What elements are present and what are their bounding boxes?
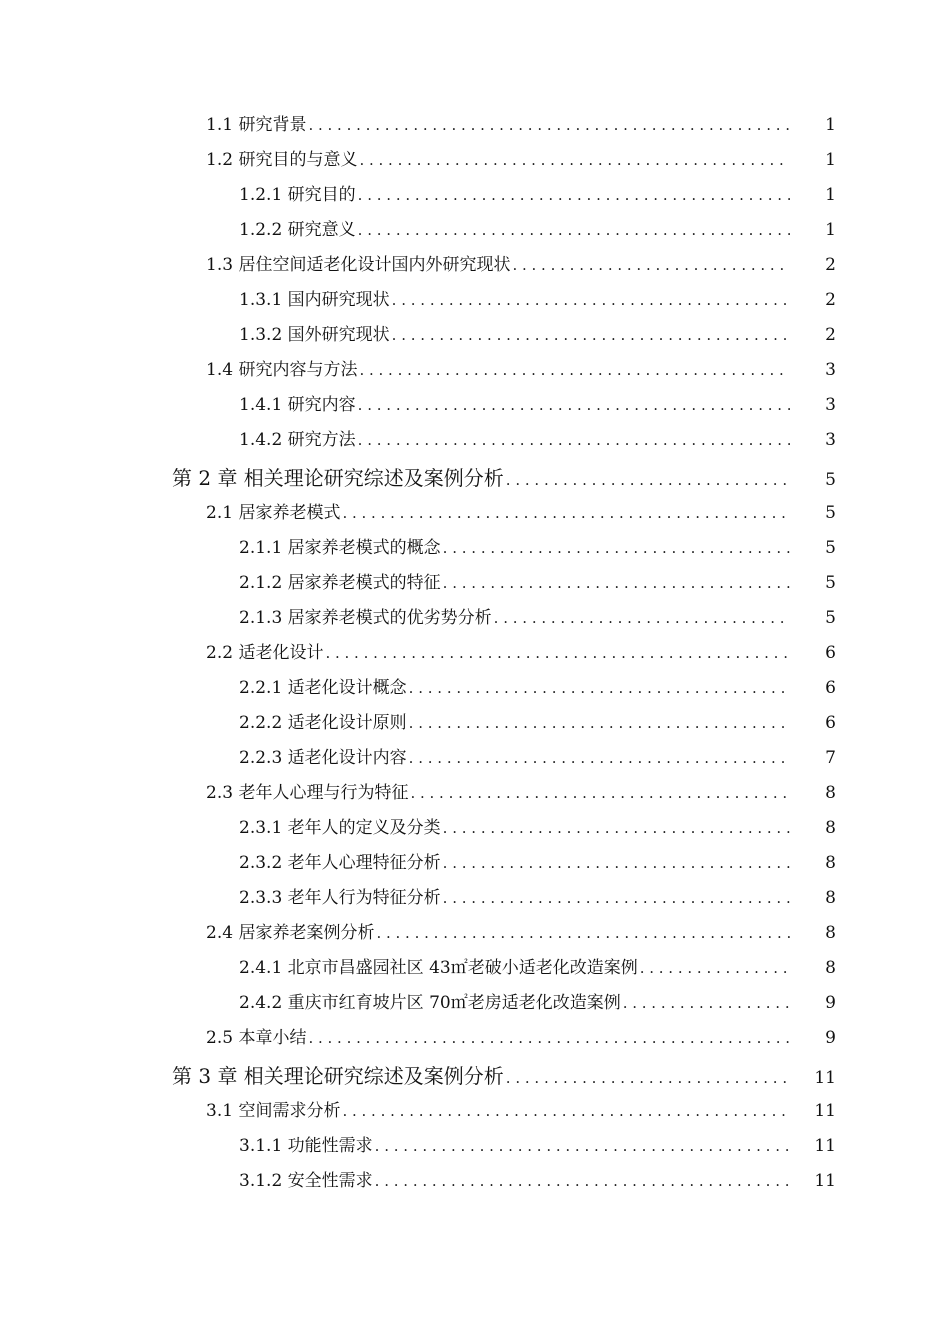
toc-section-entry[interactable] (0, 143, 950, 178)
toc-dot-leader (443, 846, 790, 881)
toc-entry-title: 2.3.2 老年人心理特征分析 (239, 853, 441, 873)
toc-subsection-entry[interactable] (0, 706, 950, 741)
toc-entry-title: 2.1.1 居家养老模式的概念 (239, 538, 441, 558)
toc-page-number: 3 (825, 360, 836, 380)
toc-page-number: 5 (825, 470, 836, 490)
toc-page-number: 2 (825, 290, 836, 310)
toc-dot-leader (392, 318, 790, 353)
toc-subsection-entry[interactable] (0, 178, 950, 213)
toc-entry-title: 1.3 居住空间适老化设计国内外研究现状 (206, 255, 511, 275)
toc-entry-title: 1.2 研究目的与意义 (206, 150, 358, 170)
toc-page-number: 7 (825, 748, 836, 768)
toc-dot-leader (358, 388, 790, 423)
toc-dot-leader (494, 601, 790, 636)
toc-page-number: 9 (825, 993, 836, 1013)
toc-entry-title: 2.3.3 老年人行为特征分析 (239, 888, 441, 908)
toc-page-number: 3 (825, 395, 836, 415)
toc-dot-leader (443, 566, 790, 601)
toc-page-number: 11 (814, 1136, 836, 1156)
toc-entry-title: 1.4 研究内容与方法 (206, 360, 358, 380)
toc-dot-leader (375, 1129, 790, 1164)
toc-section-entry[interactable] (0, 108, 950, 143)
toc-entry-title: 2.2.1 适老化设计概念 (239, 678, 407, 698)
toc-subsection-entry[interactable] (0, 951, 950, 986)
toc-dot-leader (358, 213, 790, 248)
toc-subsection-entry[interactable] (0, 811, 950, 846)
toc-dot-leader (506, 460, 790, 500)
toc-dot-leader (392, 283, 790, 318)
toc-section-entry[interactable] (0, 916, 950, 951)
toc-entry-title: 1.4.1 研究内容 (239, 395, 356, 415)
toc-page-number: 8 (825, 818, 836, 838)
toc-subsection-entry[interactable] (0, 741, 950, 776)
toc-entry-title: 2.4.1 北京市昌盛园社区 43㎡老破小适老化改造案例 (239, 958, 638, 978)
toc-page-number: 5 (825, 538, 836, 558)
toc-page-number: 11 (814, 1101, 836, 1121)
toc-page-number: 1 (825, 115, 836, 135)
toc-dot-leader (359, 353, 790, 388)
toc-page-number: 8 (825, 853, 836, 873)
toc-dot-leader (409, 741, 790, 776)
toc-subsection-entry[interactable] (0, 986, 950, 1021)
toc-page-number: 11 (814, 1068, 836, 1088)
toc-page-number: 11 (814, 1171, 836, 1191)
toc-section-entry[interactable] (0, 636, 950, 671)
toc-entry-title: 1.3.1 国内研究现状 (239, 290, 390, 310)
toc-entry-title: 2.1.3 居家养老模式的优劣势分析 (239, 608, 492, 628)
toc-dot-leader (409, 706, 790, 741)
toc-entry-title: 3.1 空间需求分析 (206, 1101, 341, 1121)
toc-dot-leader (409, 671, 790, 706)
toc-dot-leader (358, 423, 790, 458)
toc-dot-leader (375, 1164, 790, 1199)
toc-page-number: 3 (825, 430, 836, 450)
toc-page-number: 8 (825, 958, 836, 978)
toc-subsection-entry[interactable] (0, 566, 950, 601)
toc-page-number: 8 (825, 923, 836, 943)
toc-entry-title: 2.2 适老化设计 (206, 643, 324, 663)
toc-page-number: 8 (825, 888, 836, 908)
toc-subsection-entry[interactable] (0, 881, 950, 916)
toc-entry-title: 2.3.1 老年人的定义及分类 (239, 818, 441, 838)
toc-page-number: 8 (825, 783, 836, 803)
toc-subsection-entry[interactable] (0, 671, 950, 706)
table-of-contents (0, 108, 950, 1199)
toc-subsection-entry[interactable] (0, 846, 950, 881)
toc-entry-title: 1.2.1 研究目的 (239, 185, 356, 205)
toc-dot-leader (506, 1058, 790, 1098)
toc-dot-leader (325, 636, 790, 671)
toc-subsection-entry[interactable] (0, 213, 950, 248)
toc-section-entry[interactable] (0, 496, 950, 531)
toc-entry-title: 2.4 居家养老案例分析 (206, 923, 375, 943)
toc-dot-leader (308, 108, 790, 143)
toc-chapter-entry[interactable] (0, 458, 950, 496)
toc-dot-leader (308, 1021, 790, 1056)
toc-page-number: 9 (825, 1028, 836, 1048)
toc-subsection-entry[interactable] (0, 601, 950, 636)
toc-dot-leader (443, 811, 790, 846)
toc-dot-leader (359, 143, 790, 178)
toc-page-number: 6 (825, 678, 836, 698)
toc-page-number: 1 (825, 150, 836, 170)
toc-entry-title: 1.1 研究背景 (206, 115, 307, 135)
toc-entry-title: 3.1.2 安全性需求 (239, 1171, 373, 1191)
toc-dot-leader (512, 248, 790, 283)
toc-entry-title: 2.1 居家养老模式 (206, 503, 341, 523)
toc-subsection-entry[interactable] (0, 318, 950, 353)
toc-dot-leader (443, 531, 790, 566)
toc-subsection-entry[interactable] (0, 1129, 950, 1164)
toc-subsection-entry[interactable] (0, 531, 950, 566)
toc-page-number: 1 (825, 185, 836, 205)
toc-entry-title: 2.1.2 居家养老模式的特征 (239, 573, 441, 593)
toc-page-number: 5 (825, 608, 836, 628)
toc-entry-title: 2.5 本章小结 (206, 1028, 307, 1048)
toc-entry-title: 2.2.2 适老化设计原则 (239, 713, 407, 733)
toc-subsection-entry[interactable] (0, 423, 950, 458)
toc-subsection-entry[interactable] (0, 1164, 950, 1199)
toc-entry-title: 1.3.2 国外研究现状 (239, 325, 390, 345)
toc-section-entry[interactable] (0, 248, 950, 283)
toc-section-entry[interactable] (0, 1094, 950, 1129)
toc-page-number: 2 (825, 255, 836, 275)
toc-page-number: 6 (825, 713, 836, 733)
toc-entry-title: 1.4.2 研究方法 (239, 430, 356, 450)
toc-chapter-entry[interactable] (0, 1056, 950, 1094)
toc-dot-leader (342, 496, 790, 531)
toc-dot-leader (376, 916, 790, 951)
toc-entry-title: 3.1.1 功能性需求 (239, 1136, 373, 1156)
toc-entry-title: 第 2 章 相关理论研究综述及案例分析 (172, 466, 504, 490)
toc-entry-title: 2.3 老年人心理与行为特征 (206, 783, 409, 803)
toc-subsection-entry[interactable] (0, 283, 950, 318)
toc-dot-leader (443, 881, 790, 916)
toc-dot-leader (358, 178, 790, 213)
toc-section-entry[interactable] (0, 1021, 950, 1056)
toc-page-number: 1 (825, 220, 836, 240)
toc-section-entry[interactable] (0, 776, 950, 811)
toc-entry-title: 第 3 章 相关理论研究综述及案例分析 (172, 1064, 504, 1088)
toc-entry-title: 2.4.2 重庆市红育坡片区 70㎡老房适老化改造案例 (239, 993, 621, 1013)
toc-page-number: 5 (825, 573, 836, 593)
toc-dot-leader (410, 776, 790, 811)
toc-dot-leader (342, 1094, 790, 1129)
toc-section-entry[interactable] (0, 353, 950, 388)
toc-page-number: 5 (825, 503, 836, 523)
toc-page-number: 2 (825, 325, 836, 345)
toc-page-number: 6 (825, 643, 836, 663)
toc-entry-title: 2.2.3 适老化设计内容 (239, 748, 407, 768)
toc-dot-leader (640, 951, 790, 986)
toc-dot-leader (623, 986, 790, 1021)
toc-subsection-entry[interactable] (0, 388, 950, 423)
toc-entry-title: 1.2.2 研究意义 (239, 220, 356, 240)
